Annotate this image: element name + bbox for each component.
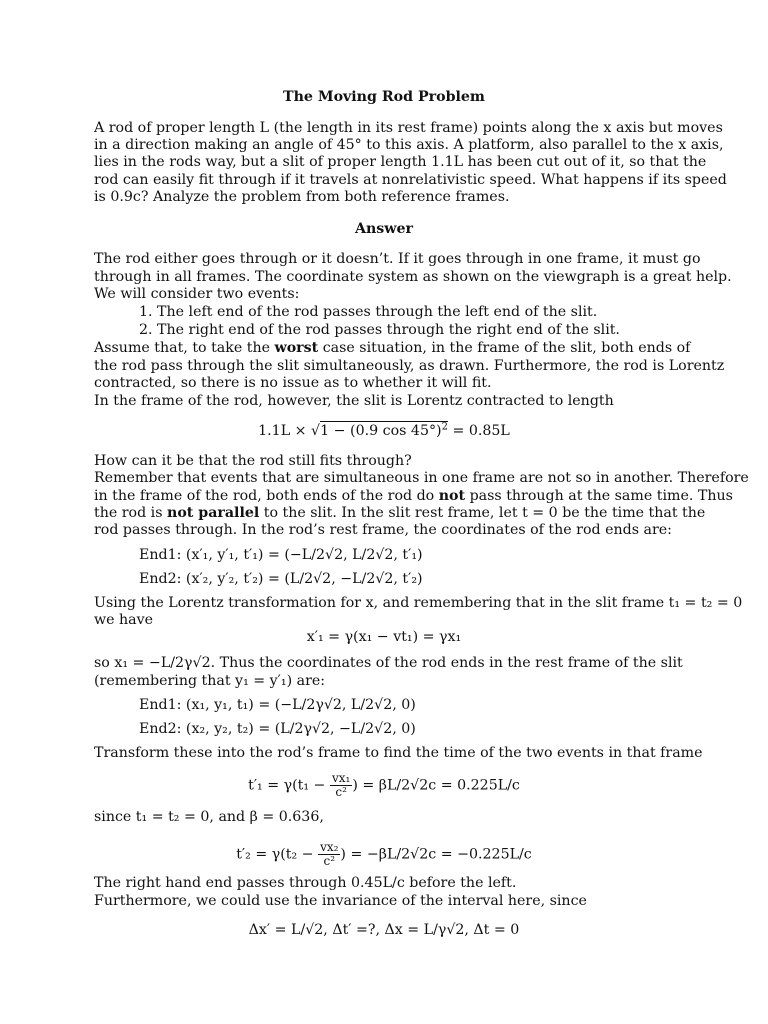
body-line: The right hand end passes through 0.45L/c before the left. bbox=[94, 875, 517, 891]
problem-line: A rod of proper length L (the length in its rest frame) points along the x axis but moves bbox=[94, 120, 723, 136]
bold-term: worst bbox=[274, 340, 319, 356]
coords: (x′₂, y′₂, t′₂) bbox=[185, 571, 264, 587]
coords: (x₁, y₁, t₁) bbox=[185, 697, 254, 713]
equation-contraction bbox=[0, 422, 768, 440]
rod-end2-coordinates bbox=[139, 570, 423, 588]
problem-line: in a direction making an angle of 45° to this axis. A platform, also parallel to the x axis, bbox=[94, 137, 724, 153]
equation-part: = 0.85L bbox=[447, 423, 510, 439]
equation-lorentz: x′₁ = γ(x₁ − vt₁) = γx₁ bbox=[306, 629, 462, 645]
assume-line: contracted, so there is no issue as to whether it will fit. bbox=[94, 375, 492, 391]
intro-line: through in all frames. The coordinate system as shown on the viewgraph is a great help. bbox=[94, 269, 732, 285]
coords: (x₂, y₂, t₂) bbox=[185, 721, 254, 737]
coords-value: = (L/2√2, −L/2√2, t′₂) bbox=[267, 571, 423, 587]
body-line: Transform these into the rod’s frame to find the time of the two events in that frame bbox=[94, 745, 703, 761]
coords: (x′₁, y′₁, t′₁) bbox=[185, 547, 264, 563]
body-line: Remember that events that are simultaneous in one frame are not so in another. Therefore bbox=[94, 470, 749, 486]
slit-end1-coordinates bbox=[139, 696, 416, 714]
text-fragment: case situation, in the frame of the slit, both ends of bbox=[322, 340, 691, 356]
end-label: End1: bbox=[139, 547, 182, 563]
bold-term: not parallel bbox=[167, 505, 260, 521]
equation-t2 bbox=[0, 841, 768, 868]
coords-value: = (−L/2√2, L/2√2, t′₁) bbox=[267, 547, 423, 563]
equation-part: t′₂ = γ(t₂ − bbox=[236, 846, 319, 863]
intro-line: The rod either goes through or it doesn’t. If it goes through in one frame, it must go bbox=[94, 251, 701, 267]
question-line: How can it be that the rod still fits through? bbox=[94, 453, 412, 469]
text-fragment: pass through at the same time. Thus bbox=[469, 488, 733, 504]
page-title: The Moving Rod Problem bbox=[283, 89, 485, 105]
text-fragment: in the frame of the rod, both ends of the rod do bbox=[94, 488, 435, 504]
body-line: Furthermore, we could use the invariance of the interval here, since bbox=[94, 893, 587, 909]
body-line: Using the Lorentz transformation for x, and remembering that in the slit frame t₁ = t₂ = 0 bbox=[94, 595, 743, 611]
equation-t1 bbox=[0, 772, 768, 799]
bold-term: not bbox=[438, 488, 466, 504]
equation-part: ) = βL/2√2c = 0.225L/c bbox=[352, 777, 520, 794]
assume-line: In the frame of the rod, however, the slit is Lorentz contracted to length bbox=[94, 393, 614, 409]
equation-part: t′₁ = γ(t₁ − bbox=[248, 777, 330, 794]
rod-end1-coordinates bbox=[139, 546, 423, 564]
fraction bbox=[330, 772, 352, 799]
fraction bbox=[318, 841, 340, 868]
problem-line: is 0.9c? Analyze the problem from both reference frames. bbox=[94, 189, 510, 205]
end-label: End1: bbox=[139, 697, 182, 713]
event-item: 2. The right end of the rod passes through the right end of the slit. bbox=[139, 322, 620, 338]
end-label: End2: bbox=[139, 571, 182, 587]
coords-value: = (L/2γ√2, −L/2√2, 0) bbox=[258, 721, 416, 737]
text-fragment: the rod is bbox=[94, 505, 163, 521]
denominator: c² bbox=[330, 785, 352, 799]
text-fragment: to the slit. In the slit rest frame, let t = 0 be the time that the bbox=[263, 505, 706, 521]
radicand: 1 − (0.9 cos 45°)$^2$ bbox=[320, 421, 448, 439]
body-line: since t₁ = t₂ = 0, and β = 0.636, bbox=[94, 809, 324, 825]
text-fragment: Assume that, to take the bbox=[94, 340, 270, 356]
body-line bbox=[94, 504, 705, 522]
sqrt-sign: √ bbox=[311, 423, 321, 439]
slit-end2-coordinates bbox=[139, 720, 416, 738]
equation-part: 1.1L × bbox=[258, 423, 312, 439]
intro-line: We will consider two events: bbox=[94, 286, 300, 302]
end-label: End2: bbox=[139, 721, 182, 737]
assume-line: the rod pass through the slit simultaneously, as drawn. Furthermore, the rod is Lorentz bbox=[94, 358, 725, 374]
equation-part: 1 − (0.9 cos 45°) bbox=[320, 423, 442, 439]
equation-interval: Δx′ = L/√2, Δt′ =?, Δx = L/γ√2, Δt = 0 bbox=[248, 922, 520, 938]
body-line: so x₁ = −L/2γ√2. Thus the coordinates of the rod ends in the rest frame of the slit bbox=[94, 655, 683, 671]
denominator: c² bbox=[318, 854, 340, 868]
body-line: (remembering that y₁ = y′₁) are: bbox=[94, 673, 326, 689]
assume-line bbox=[94, 339, 690, 357]
body-line: rod passes through. In the rod’s rest frame, the coordinates of the rod ends are: bbox=[94, 522, 672, 538]
event-item: 1. The left end of the rod passes through the left end of the slit. bbox=[139, 304, 598, 320]
body-line bbox=[94, 487, 733, 505]
body-line: we have bbox=[94, 612, 154, 628]
numerator: vx₁ bbox=[331, 771, 351, 785]
answer-heading: Answer bbox=[354, 221, 414, 237]
equation-part: ) = −βL/2√2c = −0.225L/c bbox=[340, 846, 532, 863]
coords-value: = (−L/2γ√2, L/2√2, 0) bbox=[258, 697, 416, 713]
numerator: vx₂ bbox=[320, 840, 339, 854]
problem-line: lies in the rods way, but a slit of proper length 1.1L has been cut out of it, so that the bbox=[94, 154, 707, 170]
problem-line: rod can easily fit through if it travels at nonrelativistic speed. What happens if its speed bbox=[94, 172, 727, 188]
